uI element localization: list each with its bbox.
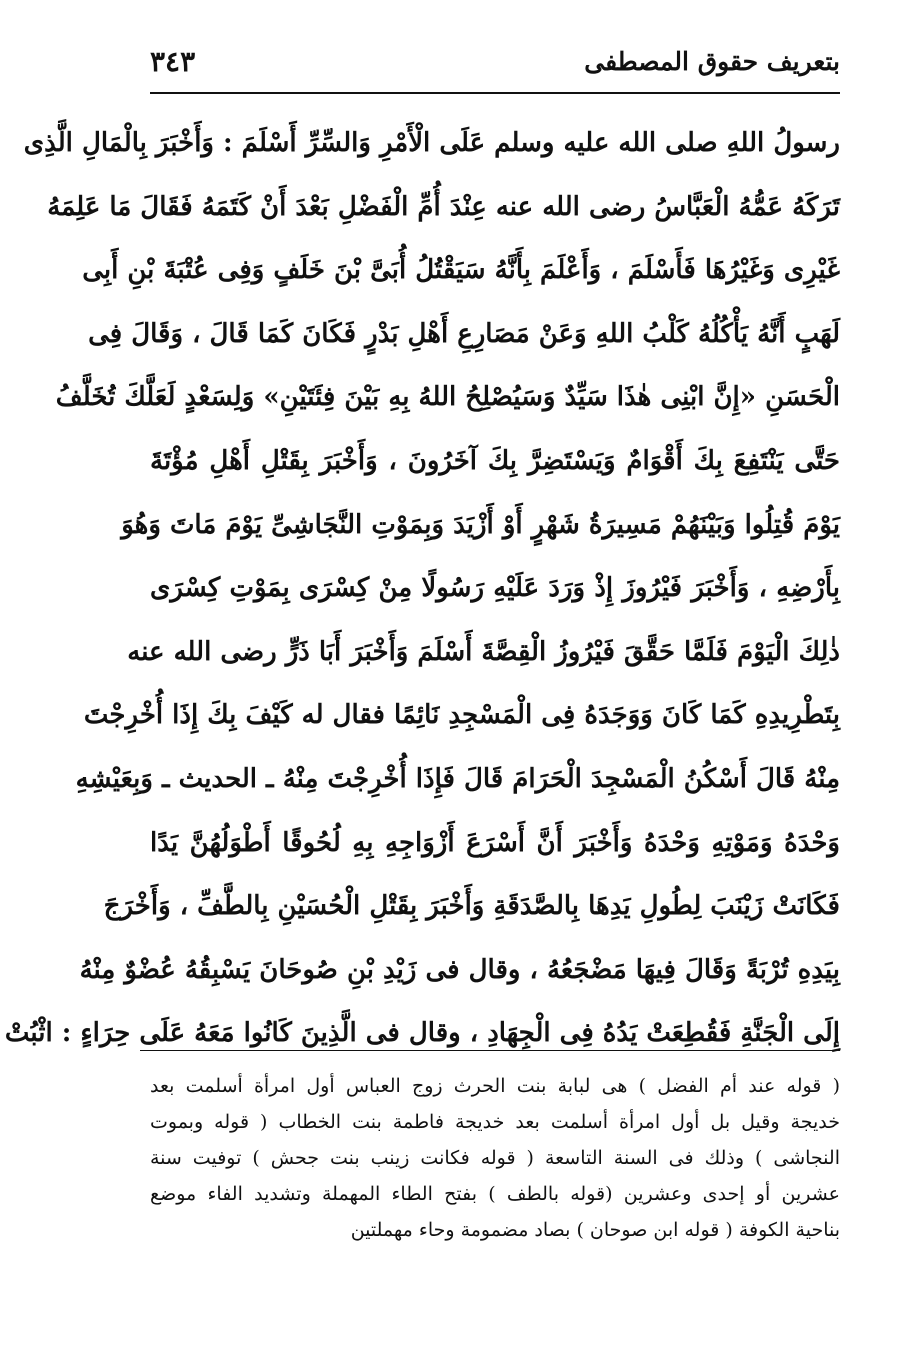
footnotes [150,1068,840,1248]
text-line: بِتَطْرِيدِهِ كَمَا كَانَ وَوَجَدَهُ فِى الْمَسْجِدِ نَائِمًا فقال له كَيْفَ بِكَ إِذَا أُخْرِجْتَ [83,700,840,731]
running-title: بتعريف حقوق المصطفى [584,46,840,76]
footnote-rule [140,1050,840,1051]
text-line: غَيْرِى وَغَيْرُهَا فَأَسْلَمَ ، وَأَعْلَمَ بِأَنَّهُ سَيَقْتُلُ أُبَىَّ بْنَ خَلَفٍ وَفِى عُتْبَةَ بْنِ أَبِى [82,255,840,286]
text-line: بِيَدِهِ تُرْبَةً وَقَالَ فِيهَا مَضْجَعُهُ ، وقال فى زَيْدِ بْنِ صُوحَانَ يَسْبِقُهُ عُضْوٌ مِنْهُ [79,954,840,985]
text-line: وَحْدَهُ وَمَوْتِهِ وَحْدَهُ وَأَخْبَرَ أَنَّ أَسْرَعَ أَزْوَاجِهِ بِهِ لُحُوقًا أَطْوَلُهُنَّ يَدًا [150,827,840,858]
page-header [150,38,840,84]
footnote-line: النجاشى ) وذلك فى السنة التاسعة ( قوله فكانت زينب بنت جحش ) توفيت سنة [150,1147,840,1169]
text-line: لَهَبٍ أَنَّهُ يَأْكُلُهُ كَلْبُ اللهِ وَعَنْ مَصَارِعِ أَهْلِ بَدْرٍ فَكَانَ كَمَا قَالَ ، وَقَالَ فِى [88,318,840,349]
footnote-line: ( قوله عند أم الفضل ) هى لبابة بنت الحرث زوج العباس أول امرأة أسلمت بعد [150,1075,840,1097]
text-line: إِلَى الْجَنَّةِ فَقُطِعَتْ يَدُهُ فِى الْجِهَادِ ، وقال فى الَّذِينَ كَانُوا مَعَهُ عَلَى حِرَاءٍ : اثْبُتْ [4,1018,840,1049]
footnote-line: عشرين أو إحدى وعشرين (قوله بالطف ) بفتح الطاء المهملة وتشديد الفاء موضع [150,1183,840,1205]
text-line: رسولُ اللهِ صلى الله عليه وسلم عَلَى الْأَمْرِ وَالسِّرِّ أَسْلَمَ : وَأَخْبَرَ بِالْمَالِ الَّذِى [23,128,840,158]
footnote-line: بناحية الكوفة ( قوله ابن صوحان ) بصاد مضمومة وحاء مهملتين [350,1219,840,1241]
header-rule [150,92,840,94]
text-line: بِأَرْضِهِ ، وَأَخْبَرَ فَيْرُوزَ إِذْ وَرَدَ عَلَيْهِ رَسُولًا مِنْ كِسْرَى بِمَوْتِ كِسْرَى [150,573,840,604]
text-line: مِنْهُ قَالَ أَسْكُنُ الْمَسْجِدَ الْحَرَامَ قَالَ فَإِذَا أُخْرِجْتَ مِنْهُ ـ الحديث ـ وَبِعَيْشِهِ [75,763,840,794]
text-line: حَتَّى يَنْتَفِعَ بِكَ أَقْوَامٌ وَيَسْتَضِرَّ بِكَ آخَرُونَ ، وَأَخْبَرَ بِقَتْلِ أَهْلِ مُؤْتَةَ [150,445,841,476]
text-line: الْحَسَنِ «إِنَّ ابْنِى هٰذَا سَيِّدٌ وَسَيُصْلِحُ اللهُ بِهِ بَيْنَ فِئَتَيْنِ» وَلِسَعْدٍ لَعَلَّكَ تُخَلَّفُ [55,382,840,413]
text-line: تَرَكَهُ عَمُّهُ الْعَبَّاسُ رضى الله عنه عِنْدَ أُمِّ الْفَضْلِ بَعْدَ أَنْ كَتَمَهُ فَقَالَ مَا عَلِمَهُ [47,191,840,222]
main-text [4,112,841,1066]
footnote-line: خديجة وقيل بل أول امرأة أسلمت بعد خديجة فاطمة بنت الخطاب ( قوله وبموت [150,1111,840,1133]
text-line: ذٰلِكَ الْيَوْمَ فَلَمَّا حَقَّقَ فَيْرُوزُ الْقِصَّةَ أَسْلَمَ وَأَخْبَرَ أَبَا ذَرٍّ رضى الله عنه [127,636,840,667]
page-number: ٣٤٣ [150,44,196,78]
text-line: يَوْمَ قُتِلُوا وَبَيْنَهُمْ مَسِيرَةُ شَهْرٍ أَوْ أَزْيَدَ وَبِمَوْتِ النَّجَاشِىِّ يَوْمَ مَاتَ وَهُوَ [121,509,840,540]
text-line: فَكَانَتْ زَيْنَبَ لِطُولِ يَدِهَا بِالصَّدَقَةِ وَأَخْبَرَ بِقَتْلِ الْحُسَيْنِ بِالطَّفِّ ، وَأَخْرَجَ [103,891,840,922]
